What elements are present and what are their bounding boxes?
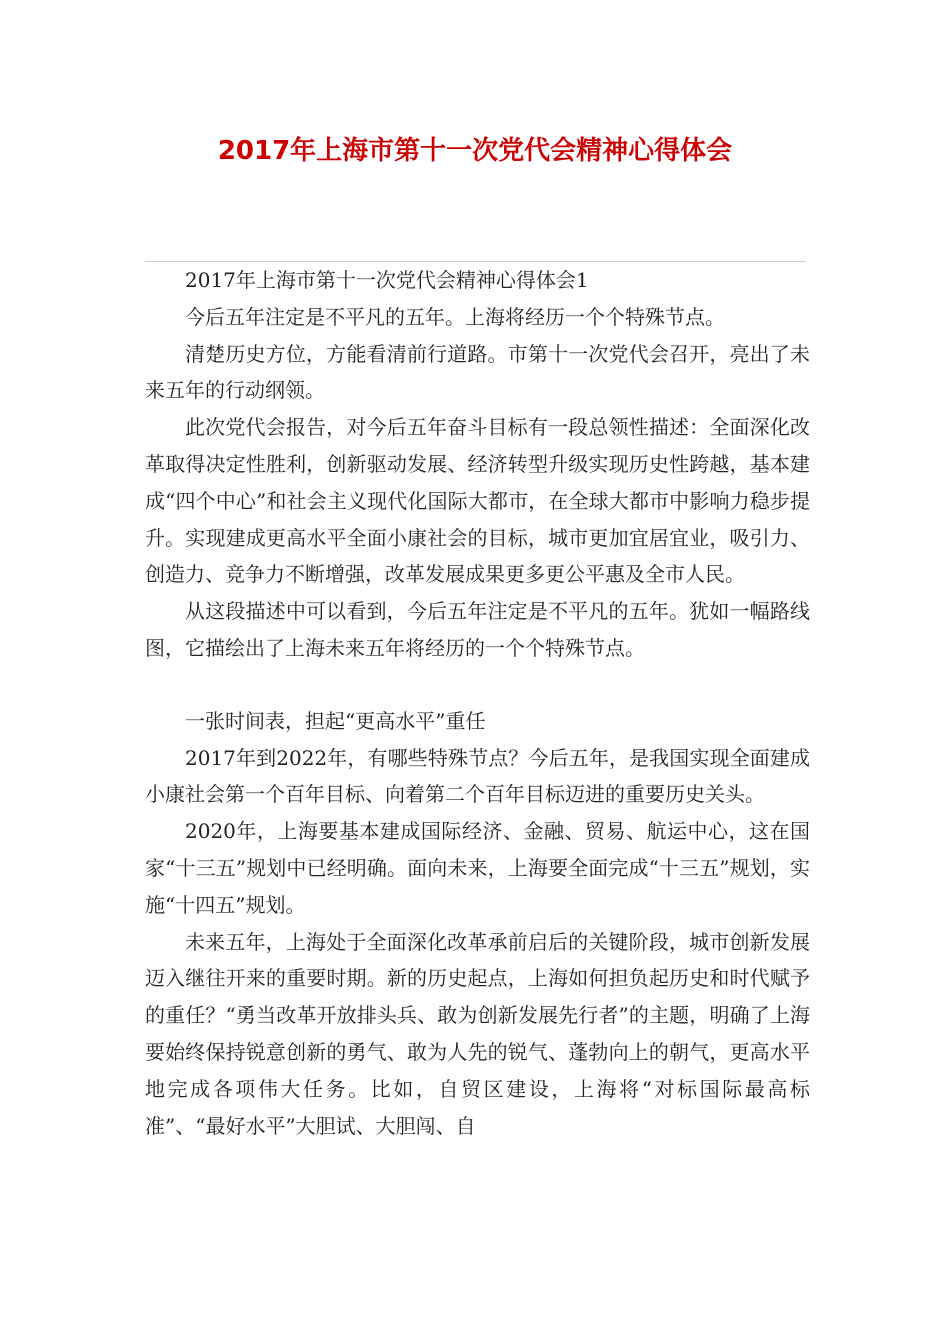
paragraph: 清楚历史方位，方能看清前行道路。市第十一次党代会召开，亮出了未来五年的行动纲领。 — [145, 341, 810, 403]
paragraph: 从这段描述中可以看到，今后五年注定是不平凡的五年。犹如一幅路线图，它描绘出了上海未来五年将经历的一个个特殊节点。 — [145, 599, 810, 660]
document-title: 2017年上海市第十一次党代会精神心得体会 — [217, 136, 733, 166]
paragraph: 未来五年，上海处于全面深化改革承前启后的关键阶段，城市创新发展迈入继往开来的重要时期。新的历史起点，上海如何担负起历史和时代赋予的重任？“勇当改革开放排头兵、敢为创新发展先行者”的主题，明确了上海要始终保持锐意创新的勇气、敢为人先的锐气、蓬勃向上的朝气，更高水平地完成各项伟大任务。比如，自贸区建设，上海将“对标国际最高标准”、“最好水平”大胆试、大胆闯、自 — [145, 929, 810, 1138]
paragraph-gap — [145, 667, 810, 703]
paragraph: 2017年到2022年，有哪些特殊节点？今后五年，是我国实现全面建成小康社会第一个百年目标、向着第二个百年目标迈进的重要历史关头。 — [145, 745, 810, 807]
paragraph-heading: 2017年上海市第十一次党代会精神心得体会1 — [185, 268, 589, 292]
paragraph: 今后五年注定是不平凡的五年。上海将经历一个个特殊节点。 — [185, 304, 725, 329]
paragraph: 2020年，上海要基本建成国际经济、金融、贸易、航运中心，这在国家“十三五”规划中已经明确。面向未来，上海要全面完成“十三五”规划，实施“十四五”规划。 — [145, 819, 810, 917]
paragraph: 此次党代会报告，对今后五年奋斗目标有一段总领性描述：全面深化改革取得决定性胜利，创新驱动发展、经济转型升级实现历史性跨越，基本建成“四个中心”和社会主义现代化国际大都市，在全球大都市中影响力稳步提升。实现建成更高水平全面小康社会的目标，城市更加宜居宜业，吸引力、创造力、竞争力不断增强，改革发展成果更多更公平惠及全市人民。 — [145, 415, 810, 587]
section-heading: 一张时间表，担起“更高水平”重任 — [185, 708, 486, 733]
document-body — [145, 262, 810, 1144]
